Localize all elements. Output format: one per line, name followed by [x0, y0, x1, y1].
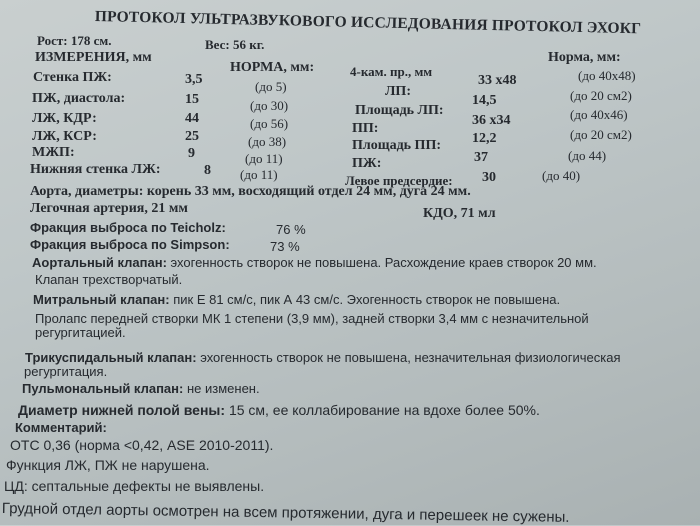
measurement-label: ЛП: — [385, 84, 411, 99]
measurement-norm: (до 38) — [248, 134, 287, 149]
ef-simpson-label: Фракция выброса по Simpson: — [30, 237, 230, 252]
aortic-valve-text-2: Клапан трехстворчатый. — [35, 272, 183, 287]
measurement-norm: (до 40х48) — [578, 68, 636, 83]
measurement-label: ПП: — [352, 121, 379, 136]
measurement-value: 12,2 — [472, 131, 497, 146]
mitral-valve-label: Митральный клапан: — [33, 292, 170, 307]
comment-item: ЦД: септальные дефекты не выявлены. — [4, 478, 265, 494]
measurement-value: 8 — [204, 163, 211, 178]
measurement-value: 25 — [185, 129, 199, 144]
measurement-label: МЖП: — [32, 145, 75, 160]
aortic-valve-label: Аортальный клапан: — [32, 255, 167, 270]
measurement-norm: (до 40х46) — [570, 107, 628, 122]
measurement-label: Площадь ЛП: — [355, 103, 444, 118]
measurement-label: ЛЖ, КСР: — [32, 129, 97, 144]
pulmonic-valve-text: не изменен. — [186, 381, 260, 396]
measurement-value: 36 х34 — [472, 113, 511, 128]
measurement-value: 14,5 — [472, 93, 497, 108]
ef-simpson-value: 73 % — [270, 239, 300, 254]
measurement-value: 33 х48 — [478, 73, 517, 88]
ivc-line — [18, 402, 540, 418]
weight-field: Вес: 56 кг. — [205, 37, 265, 52]
tricuspid-valve-text: эхогенность створок не повышена, незначительная физиологическая — [200, 350, 621, 365]
measurement-norm: (до 30) — [250, 98, 289, 113]
measurement-value: 37 — [474, 150, 488, 165]
document-title: ПРОТОКОЛ УЛЬТРАЗВУКОВОГО ИССЛЕДОВАНИЯ ПРОТОКОЛ ЭХОКГ — [94, 8, 642, 38]
comment-item: Функция ЛЖ, ПЖ не нарушена. — [6, 457, 210, 473]
measurements-header: ИЗМЕРЕНИЯ, мм — [35, 50, 152, 65]
measurement-norm: (до 20 см2) — [570, 88, 632, 103]
ivc-text: 15 см, ее коллабирование на вдохе более 50%. — [228, 402, 540, 418]
kdo-value: КДО, 71 мл — [423, 206, 496, 221]
measurement-norm: (до 5) — [255, 79, 287, 94]
aortic-valve-text: эхогенность створок не повышена. Расхождение краев створок 20 мм. — [170, 255, 597, 270]
comment-item: Грудной отдел аорты осмотрен на всем протяжении, дуга и перешеек не сужены. — [1, 500, 570, 526]
four-chamber-header: 4-кам. пр., мм — [350, 64, 433, 79]
measurement-label: Нижняя стенка ЛЖ: — [30, 162, 161, 177]
norm-header-right: Норма, мм: — [548, 50, 621, 65]
measurement-norm: (до 40) — [542, 168, 581, 183]
measurement-value: 15 — [185, 92, 199, 107]
measurement-norm: (до 44) — [568, 148, 607, 163]
measurement-label: ПЖ, диастола: — [32, 91, 126, 106]
measurement-value: 9 — [188, 146, 195, 161]
measurement-label: Площадь ПП: — [352, 138, 441, 153]
measurement-label: ЛЖ, КДР: — [32, 111, 97, 126]
measurement-norm: (до 11) — [245, 151, 283, 166]
measurement-value: 30 — [482, 170, 496, 185]
pulmonic-valve-line — [22, 381, 260, 396]
aortic-valve-line — [32, 255, 597, 270]
height-field: Рост: 178 см. — [37, 33, 112, 48]
mitral-valve-line — [33, 292, 560, 307]
measurement-value: 3,5 — [185, 72, 203, 87]
tricuspid-valve-line — [25, 350, 621, 365]
aorta-diameters: Аорта, диаметры: корень 33 мм, восходящий отдел 24 мм, дуга 24 мм. — [30, 184, 471, 199]
norm-header-left: НОРМА, мм: — [230, 60, 315, 75]
pulmonic-valve-label: Пульмональный клапан: — [22, 381, 184, 396]
measurement-norm: (до 11) — [240, 167, 278, 182]
measurement-label: Стенка ПЖ: — [33, 70, 112, 85]
measurement-value: 44 — [185, 111, 199, 126]
tricuspid-valve-label: Трикуспидальный клапан: — [25, 350, 197, 365]
measurement-norm: (до 56) — [250, 116, 289, 131]
measurement-label: Левое предсердие: — [345, 173, 453, 188]
pulmonary-artery: Легочная артерия, 21 мм — [30, 201, 188, 216]
comment-item: ОТС 0,36 (норма <0,42, ASE 2010-2011). — [10, 437, 274, 453]
comments-header: Комментарий: — [15, 420, 107, 435]
ef-teicholz-value: 76 % — [276, 222, 306, 237]
tricuspid-valve-text-2: регургитация. — [24, 364, 108, 379]
ivc-label: Диаметр нижней полой вены: — [18, 402, 226, 418]
mitral-valve-text-2: Пролапс передней створки МК 1 степени (3,9 мм), задней створки 3,4 мм с незначительной — [35, 311, 589, 326]
ef-teicholz-label: Фракция выброса по Teicholz: — [30, 220, 226, 235]
mitral-valve-text-3: регургитацией. — [35, 325, 126, 340]
measurement-label: ПЖ: — [352, 156, 382, 171]
mitral-valve-text: пик Е 81 см/с, пик А 43 см/с. Эхогенность створок не повышена. — [173, 292, 561, 307]
measurement-norm: (до 20 см2) — [570, 127, 632, 142]
